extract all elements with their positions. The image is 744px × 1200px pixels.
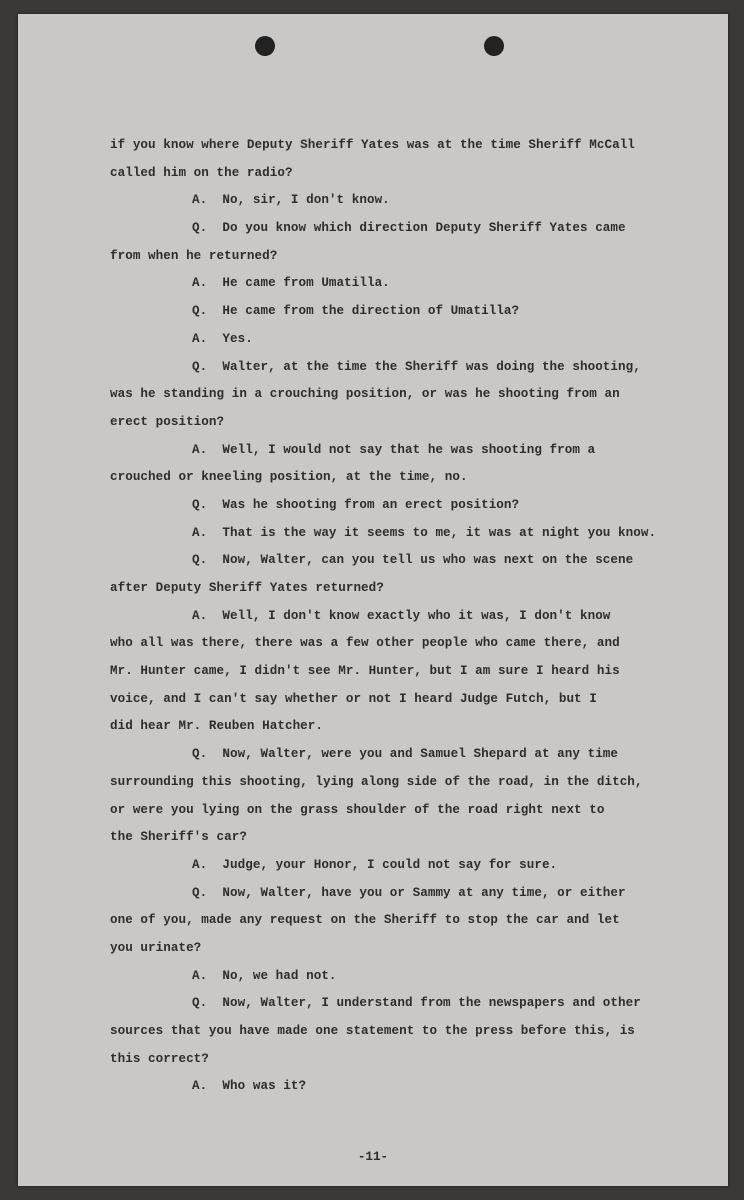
transcript-line: crouched or kneeling position, at the time, no.	[110, 470, 468, 485]
transcript-line: Q. Now, Walter, can you tell us who was next on the scene	[192, 553, 634, 568]
transcript-line: Q. He came from the direction of Umatilla?	[192, 304, 520, 319]
transcript-line: A. Who was it?	[192, 1079, 307, 1094]
transcript-line: Q. Now, Walter, were you and Samuel Shepard at any time	[192, 747, 619, 762]
transcript-line: Q. Walter, at the time the Sheriff was doing the shooting,	[192, 359, 641, 374]
transcript-line: voice, and I can't say whether or not I heard Judge Futch, but I	[110, 691, 597, 706]
page-number: -11-	[357, 1150, 389, 1164]
transcript-line: A. Well, I don't know exactly who it was, I don't know	[192, 608, 611, 623]
transcript-line: did hear Mr. Reuben Hatcher.	[110, 719, 324, 734]
transcript-line: who all was there, there was a few other people who came there, and	[110, 636, 620, 651]
transcript-line: A. Well, I would not say that he was shooting from a	[192, 442, 596, 457]
transcript-line: sources that you have made one statement to the press before this, is	[110, 1024, 635, 1038]
transcript-line: A. No, we had not.	[192, 968, 337, 983]
transcript-line: A. Judge, your Honor, I could not say for sure.	[192, 857, 558, 872]
transcript-line: was he standing in a crouching position, or was he shooting from an	[110, 387, 620, 402]
transcript-line: erect position?	[110, 414, 225, 429]
transcript-line: Q. Now, Walter, I understand from the newspapers and other	[192, 996, 641, 1011]
punch-hole-left	[255, 36, 275, 56]
transcript-line: if you know where Deputy Sheriff Yates was at the time Sheriff McCall	[110, 138, 635, 152]
transcript-line: from when he returned?	[110, 248, 278, 263]
transcript-line: surrounding this shooting, lying along side of the road, in the ditch,	[110, 774, 643, 789]
transcript-body	[110, 132, 720, 1101]
transcript-line: called him on the radio?	[110, 165, 293, 180]
document-page	[18, 14, 728, 1186]
transcript-line: Q. Do you know which direction Deputy Sheriff Yates came	[192, 221, 626, 236]
transcript-line: A. He came from Umatilla.	[192, 276, 390, 291]
transcript-line: this correct?	[110, 1051, 209, 1066]
transcript-line: after Deputy Sheriff Yates returned?	[110, 581, 384, 595]
punch-hole-right	[484, 36, 504, 56]
transcript-line: the Sheriff's car?	[110, 830, 247, 845]
transcript-line: Q. Was he shooting from an erect position?	[192, 497, 520, 512]
transcript-line: Mr. Hunter came, I didn't see Mr. Hunter, but I am sure I heard his	[110, 664, 620, 679]
transcript-line: A. No, sir, I don't know.	[192, 193, 390, 208]
transcript-line: one of you, made any request on the Sheriff to stop the car and let	[110, 913, 620, 928]
transcript-line: Q. Now, Walter, have you or Sammy at any time, or either	[192, 885, 626, 900]
transcript-line: A. That is the way it seems to me, it was at night you know.	[192, 525, 657, 540]
transcript-line: you urinate?	[110, 940, 202, 955]
transcript-line: A. Yes.	[192, 331, 253, 346]
transcript-line: or were you lying on the grass shoulder of the road right next to	[110, 802, 605, 817]
